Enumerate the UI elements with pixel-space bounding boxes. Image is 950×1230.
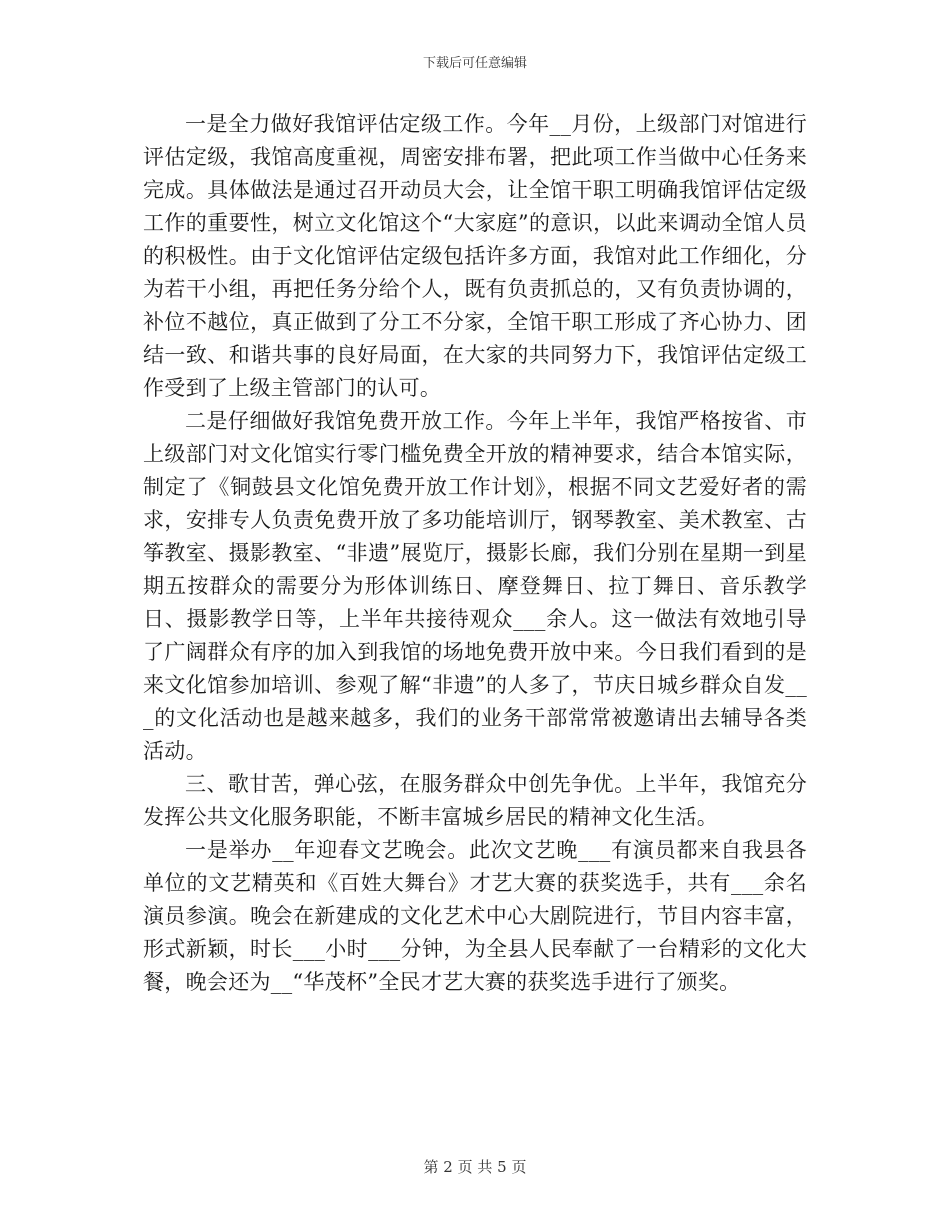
paragraph-1: 一是全力做好我馆评估定级工作。今年__月份，上级部门对馆进行评估定级，我馆高度重视，周密安排布署，把此项工作当做中心任务来完成。具体做法是通过召开动员大会，让全馆干职工明确我馆评估定级工作的重要性，树立文化馆这个“大家庭”的意识，以此来调动全馆人员的积极性。由于文化馆评估定级包括许多方面，我馆对此工作细化，分为若干小组，再把任务分给个人，既有负责抓总的，又有负责协调的，补位不越位，真正做到了分工不分家，全馆干职工形成了齐心协力、团结一致、和谐共事的良好局面，在大家的共同努力下，我馆评估定级工作受到了上级主管部门的认可。 <box>143 112 807 400</box>
paragraph-2: 二是仔细做好我馆免费开放工作。今年上半年，我馆严格按省、市上级部门对文化馆实行零门槛免费全开放的精神要求，结合本馆实际，制定了《铜鼓县文化馆免费开放工作计划》，根据不同文艺爱好者的需求，安排专人负责免费开放了多功能培训厅，钢琴教室、美术教室、古筝教室、摄影教室、“非遗”展览厅，摄影长廊，我们分别在星期一到星期五按群众的需要分为形体训练日、摩登舞日、拉丁舞日、音乐教学日、摄影教学日等，上半年共接待观众___余人。这一做法有效地引导了广阔群众有序的加入到我馆的场地免费开放中来。今日我们看到的是来文化馆参加培训、参观了解“非遗”的人多了，节庆日城乡群众自发___的文化活动也是越来越多，我们的业务干部常常被邀请出去辅导各类活动。 <box>143 409 807 763</box>
document-body <box>143 108 807 999</box>
paragraph-4: 一是举办__年迎春文艺晚会。此次文艺晚___有演员都来自我县各单位的文艺精英和《百姓大舞台》才艺大赛的获奖选手，共有___余名演员参演。晚会在新建成的文化艺术中心大剧院进行，节目内容丰富，形式新颖，时长___小时___分钟，为全县人民奉献了一台精彩的文化大餐，晚会还为__“华茂杯”全民才艺大赛的获奖选手进行了颁奖。 <box>143 838 807 994</box>
page-header: 下载后可任意编辑 <box>422 56 527 71</box>
page-footer: 第 2 页 共 5 页 <box>423 1158 527 1176</box>
paragraph-3: 三、歌甘苦，弹心弦，在服务群众中创先争优。上半年，我馆充分发挥公共文化服务职能，不断丰富城乡居民的精神文化生活。 <box>143 772 807 829</box>
